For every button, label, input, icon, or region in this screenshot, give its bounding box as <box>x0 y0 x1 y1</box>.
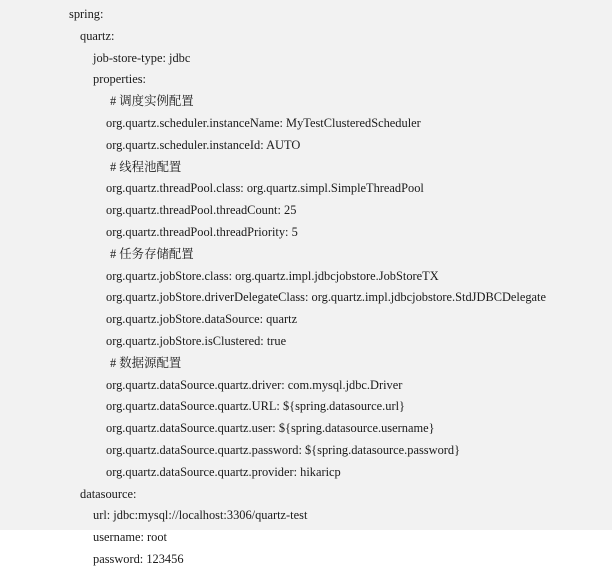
code-comment-threadpool: # 线程池配置 <box>110 159 182 174</box>
code-line-instance-id: org.quartz.scheduler.instanceId: AUTO <box>106 137 301 152</box>
code-line-instance-name: org.quartz.scheduler.instanceName: MyTestClusteredScheduler <box>106 115 421 130</box>
code-line-properties: properties: <box>93 72 146 87</box>
code-line-threadpool-class: org.quartz.threadPool.class: org.quartz.simpl.SimpleThreadPool <box>106 181 424 196</box>
code-line-spring: spring: <box>69 7 104 21</box>
code-line-ds-provider: org.quartz.dataSource.quartz.provider: hikaricp <box>106 464 341 479</box>
code-line-threadpool-count: org.quartz.threadPool.threadCount: 25 <box>106 203 297 218</box>
code-line-ds-user: org.quartz.dataSource.quartz.user: ${spring.datasource.username} <box>106 421 435 436</box>
code-line-threadpool-priority: org.quartz.threadPool.threadPriority: 5 <box>106 224 298 239</box>
code-line-url: url: jdbc:mysql://localhost:3306/quartz-test <box>93 508 308 523</box>
code-line-quartz: quartz: <box>80 28 115 43</box>
code-line-password: password: 123456 <box>93 551 184 566</box>
code-line-ds-driver: org.quartz.dataSource.quartz.driver: com.mysql.jdbc.Driver <box>106 377 403 392</box>
code-line-ds-url: org.quartz.dataSource.quartz.URL: ${spring.datasource.url} <box>106 399 405 414</box>
code-comment-jobstore: # 任务存储配置 <box>110 246 194 261</box>
code-line-username: username: root <box>93 530 167 545</box>
code-comment-datasource: # 数据源配置 <box>110 355 182 370</box>
code-line-jobstore-delegate: org.quartz.jobStore.driverDelegateClass: org.quartz.impl.jdbcjobstore.StdJDBCDelegate <box>106 290 547 305</box>
code-line-datasource: datasource: <box>80 486 137 501</box>
code-line-jobstore-clustered: org.quartz.jobStore.isClustered: true <box>106 333 287 348</box>
code-line-jobstore-class: org.quartz.jobStore.class: org.quartz.impl.jdbcjobstore.JobStoreTX <box>106 268 439 283</box>
code-line-job-store-type: job-store-type: jdbc <box>93 50 191 65</box>
code-line-jobstore-datasource: org.quartz.jobStore.dataSource: quartz <box>106 312 298 327</box>
code-line-ds-password: org.quartz.dataSource.quartz.password: ${spring.datasource.password} <box>106 442 461 457</box>
code-comment-scheduler: # 调度实例配置 <box>110 94 194 109</box>
